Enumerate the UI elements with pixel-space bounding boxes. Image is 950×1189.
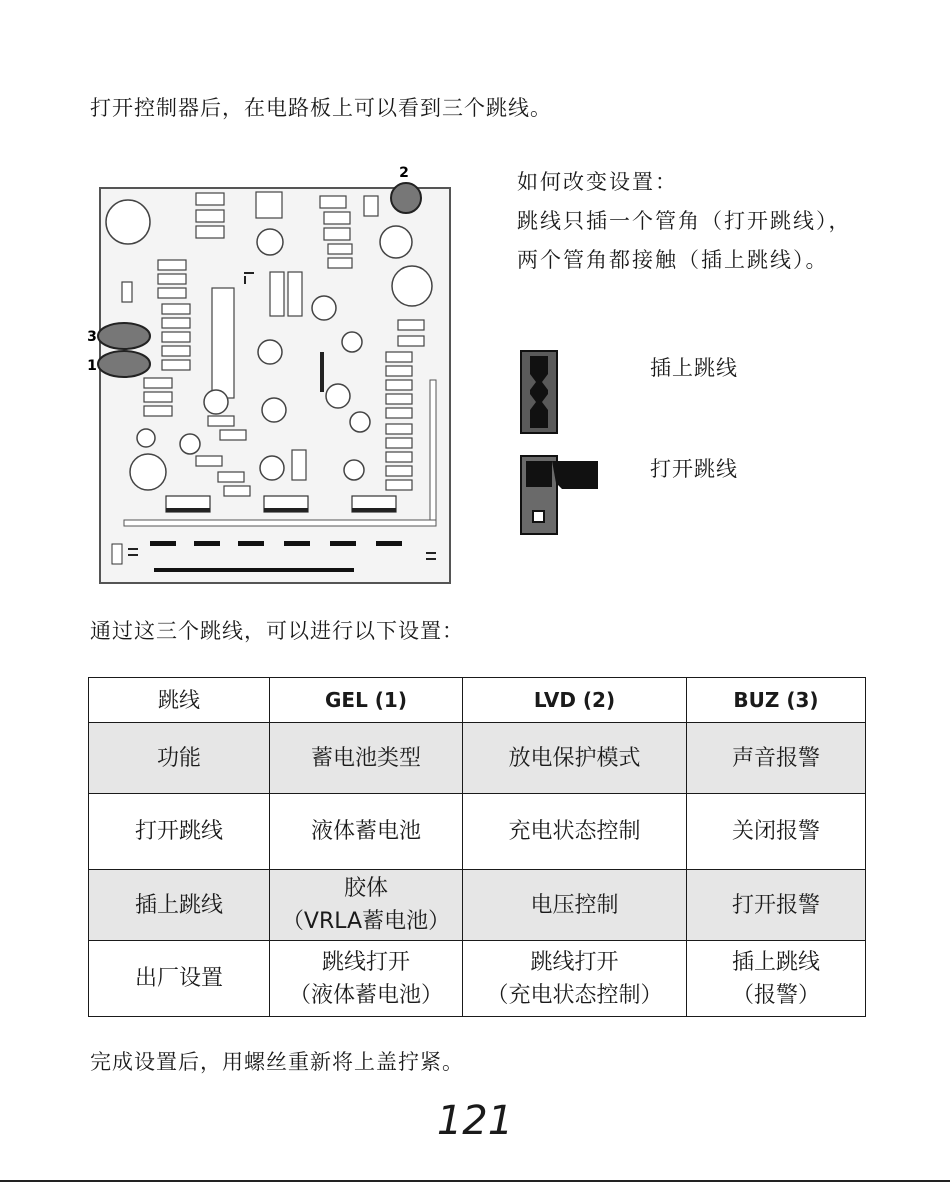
cell-buz: 插上跳线 （报警） [687, 941, 866, 1017]
jumper-off-icon [520, 455, 602, 535]
board-marker-3: 3 [87, 329, 97, 345]
cell-lvd: 跳线打开 （充电状态控制） [463, 941, 687, 1017]
page-number: 121 [436, 1098, 514, 1144]
howto-block [517, 163, 867, 280]
table-header-row [89, 678, 866, 723]
table-lead-text: 通过这三个跳线，可以进行以下设置： [90, 619, 464, 643]
cell-gel: 跳线打开 （液体蓄电池） [270, 941, 463, 1017]
jumper-on-icon [520, 350, 558, 434]
table-row-open-jumper [89, 794, 866, 870]
header-jumper: 跳线 [89, 678, 270, 723]
howto-title: 如何改变设置： [517, 170, 678, 194]
header-lvd: LVD (2) [463, 678, 687, 723]
header-gel: GEL (1) [270, 678, 463, 723]
circuit-board-illustration [84, 160, 454, 585]
row-label: 打开跳线 [89, 794, 270, 870]
board-marker-2: 2 [399, 165, 409, 181]
row-label: 出厂设置 [89, 941, 270, 1017]
jumper-on-label: 插上跳线 [650, 356, 738, 380]
howto-body: 跳线只插一个管角（打开跳线），两个管角都接触（插上跳线）。 [517, 209, 852, 272]
board-marker-1: 1 [87, 358, 97, 374]
row-label: 插上跳线 [89, 870, 270, 941]
closing-text: 完成设置后，用螺丝重新将上盖拧紧。 [90, 1050, 464, 1074]
cell-buz: 打开报警 [687, 870, 866, 941]
bottom-rule [0, 1180, 950, 1182]
table-row-factory-setting [89, 941, 866, 1017]
jumper-off-label: 打开跳线 [650, 457, 738, 481]
cell-gel: 胶体 （VRLA蓄电池） [270, 870, 463, 941]
row-label: 功能 [89, 723, 270, 794]
cell-buz: 声音报警 [687, 723, 866, 794]
cell-lvd: 充电状态控制 [463, 794, 687, 870]
table-row-insert-jumper [89, 870, 866, 941]
jumper-settings-table [88, 677, 866, 1017]
cell-buz: 关闭报警 [687, 794, 866, 870]
cell-lvd: 电压控制 [463, 870, 687, 941]
intro-text: 打开控制器后，在电路板上可以看到三个跳线。 [90, 96, 552, 120]
table-row-function [89, 723, 866, 794]
cell-lvd: 放电保护模式 [463, 723, 687, 794]
cell-gel: 蓄电池类型 [270, 723, 463, 794]
cell-gel: 液体蓄电池 [270, 794, 463, 870]
header-buz: BUZ (3) [687, 678, 866, 723]
